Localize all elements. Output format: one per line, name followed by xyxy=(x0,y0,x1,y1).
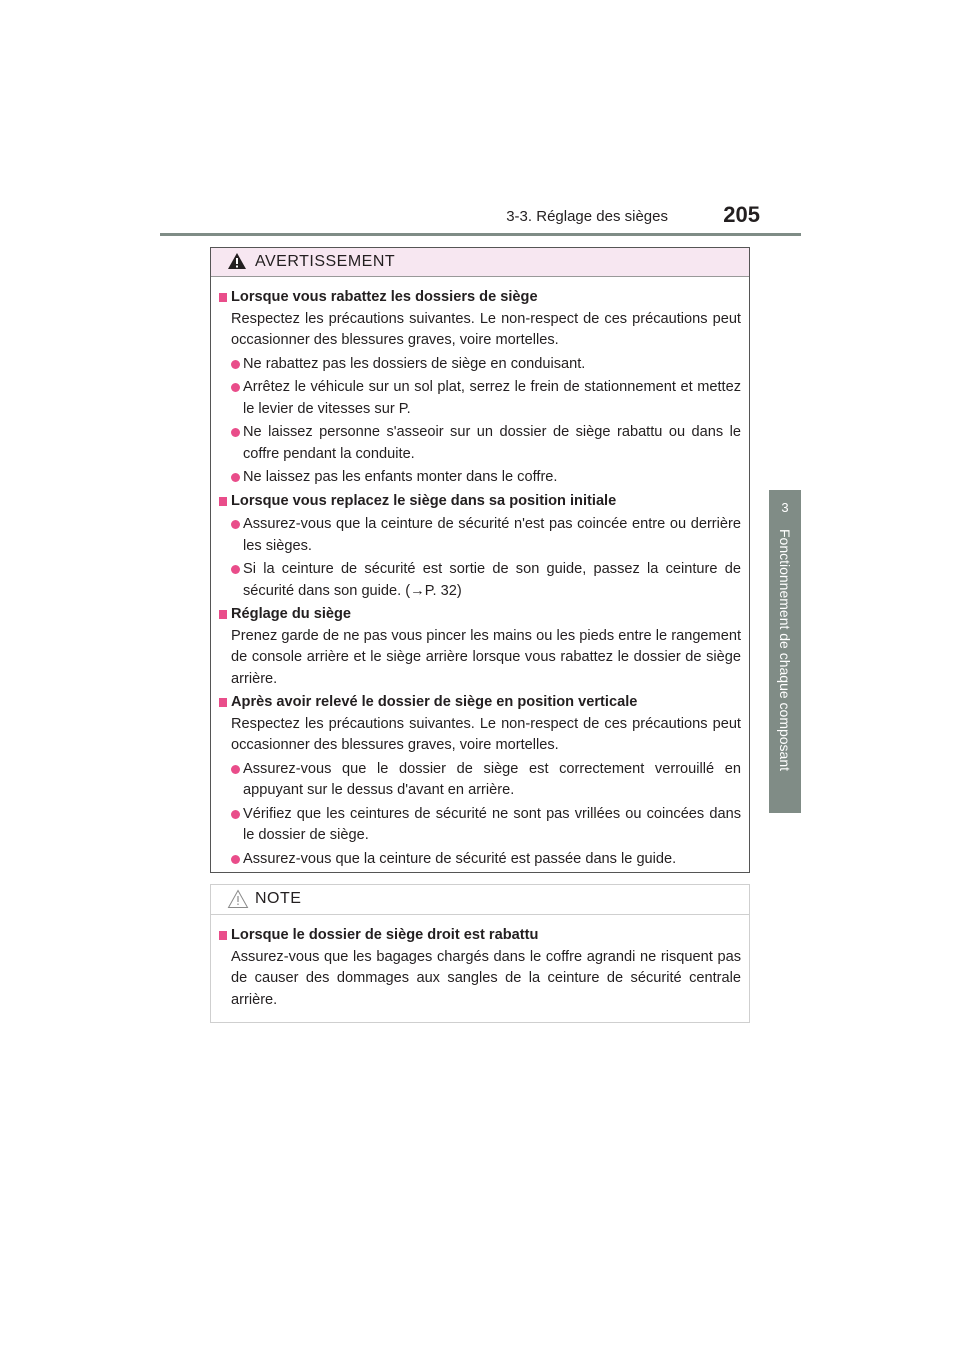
page-number: 205 xyxy=(723,202,760,227)
header-rule xyxy=(160,233,801,236)
warning-bullet: Si la ceinture de sécurité est sortie de son guide, passez la ceinture de sécurité dans son guide. (→P. 32) xyxy=(219,559,741,602)
section-title: 3-3. Réglage des sièges xyxy=(506,208,668,225)
square-bullet-icon xyxy=(219,610,227,619)
dot-bullet-icon xyxy=(231,383,240,392)
dot-bullet-icon xyxy=(231,520,240,529)
warning-heading: Après avoir relevé le dossier de siège en position verticale xyxy=(219,692,741,714)
page-header xyxy=(160,200,800,236)
dot-bullet-icon xyxy=(231,473,240,482)
warning-bullet: Ne laissez pas les enfants monter dans le coffre. xyxy=(219,467,741,489)
square-bullet-icon xyxy=(219,698,227,707)
warning-title-bar xyxy=(211,248,749,277)
warning-paragraph: Respectez les précautions suivantes. Le non-respect de ces précautions peut occasionner des blessures graves, voire mortelles. xyxy=(231,715,741,753)
square-bullet-icon xyxy=(219,293,227,302)
note-paragraph: Assurez-vous que les bagages chargés dans le coffre agrandi ne risquent pas de causer des dommages aux sangles de la ceinture de sécurité centrale arrière. xyxy=(231,948,741,1008)
warning-bullet: Vérifiez que les ceintures de sécurité ne sont pas vrillées ou coincées dans le dossier de siège. xyxy=(219,804,741,847)
dot-bullet-icon xyxy=(231,360,240,369)
note-content xyxy=(211,915,749,1011)
warning-bullet: Arrêtez le véhicule sur un sol plat, serrez le frein de stationnement et mettez le levier de vitesses sur P. xyxy=(219,377,741,420)
dot-bullet-icon xyxy=(231,565,240,574)
warning-title: AVERTISSEMENT xyxy=(255,253,396,270)
warning-content xyxy=(211,277,749,870)
dot-bullet-icon xyxy=(231,855,240,864)
square-bullet-icon xyxy=(219,497,227,506)
warning-bullet: Ne rabattez pas les dossiers de siège en conduisant. xyxy=(219,354,741,376)
note-box xyxy=(210,884,750,1023)
chapter-title: Fonctionnement de chaque composant xyxy=(777,528,793,772)
warning-box xyxy=(210,247,750,873)
warning-bullet: Ne laissez personne s'asseoir sur un dossier de siège rabattu ou dans le coffre pendant la conduite. xyxy=(219,422,741,465)
warning-heading: Lorsque vous rabattez les dossiers de siège xyxy=(219,287,741,309)
dot-bullet-icon xyxy=(231,765,240,774)
caution-triangle-icon xyxy=(227,889,249,909)
warning-heading: Lorsque vous replacez le siège dans sa position initiale xyxy=(219,491,741,513)
note-heading: Lorsque le dossier de siège droit est rabattu xyxy=(219,925,741,947)
warning-paragraph: Prenez garde de ne pas vous pincer les mains ou les pieds entre le rangement de console arrière et le siège arrière lorsque vous rabattez le dossier de siège arrière. xyxy=(231,627,741,687)
chapter-number: 3 xyxy=(781,500,789,515)
note-title-bar xyxy=(211,885,749,915)
dot-bullet-icon xyxy=(231,810,240,819)
warning-bullet: Assurez-vous que la ceinture de sécurité est passée dans le guide. xyxy=(219,849,741,871)
warning-bullet: Assurez-vous que le dossier de siège est correctement verrouillé en appuyant sur le dessus d'avant en arrière. xyxy=(219,759,741,802)
dot-bullet-icon xyxy=(231,428,240,437)
square-bullet-icon xyxy=(219,931,227,940)
warning-heading: Réglage du siège xyxy=(219,604,741,626)
note-title: NOTE xyxy=(255,890,302,907)
warning-triangle-icon xyxy=(227,252,247,270)
warning-bullet: Assurez-vous que la ceinture de sécurité n'est pas coincée entre ou derrière les sièges. xyxy=(219,514,741,557)
warning-paragraph: Respectez les précautions suivantes. Le non-respect de ces précautions peut occasionner des blessures graves, voire mortelles. xyxy=(231,310,741,348)
